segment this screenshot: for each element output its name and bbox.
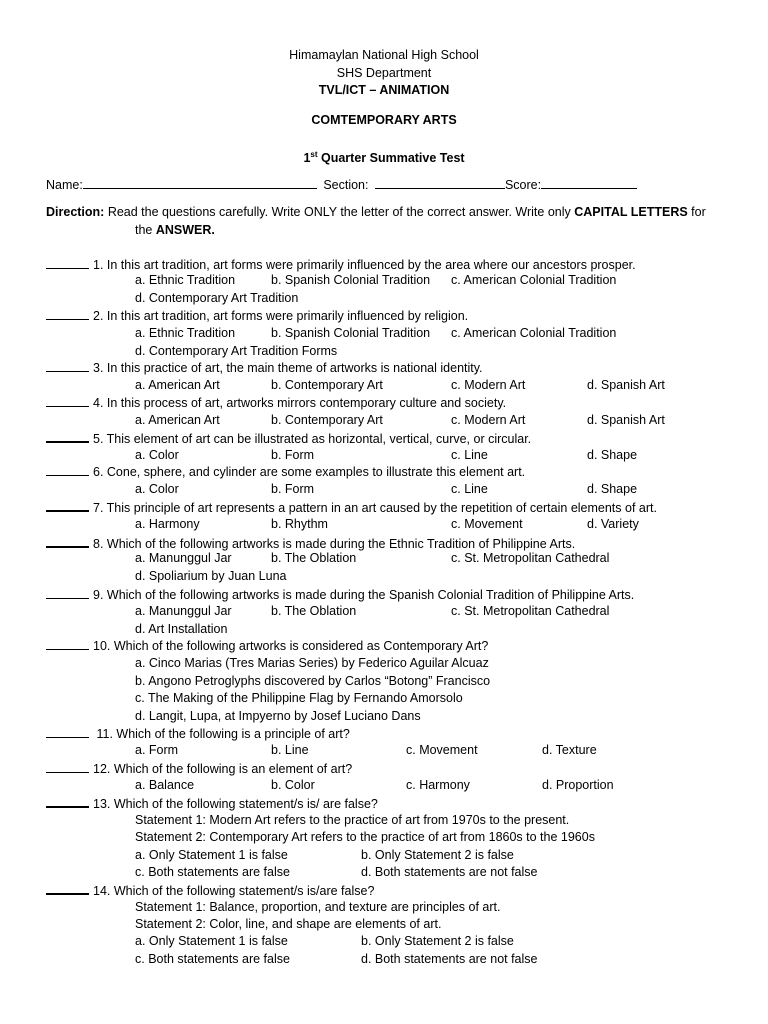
score-field[interactable]	[541, 176, 637, 189]
option-10c: c. The Making of the Philippine Flag by Fernando Amorsolo	[135, 691, 463, 705]
option-6b: b. Form	[271, 482, 315, 496]
option-12a: a. Balance	[135, 778, 195, 792]
option-10d: d. Langit, Lupa, at Impyerno by Josef Luciano Dans	[135, 709, 421, 723]
statement-13-2: Statement 2: Contemporary Art refers to the practice of art from 1860s to the 1960s	[135, 830, 595, 844]
answer-blank-2[interactable]	[46, 307, 89, 320]
option-11b: b. Line	[271, 743, 309, 757]
option-7b: b. Rhythm	[271, 517, 328, 531]
option-4d: d. Spanish Art	[587, 413, 665, 427]
answer-blank-4[interactable]	[46, 394, 89, 407]
option-5a: a. Color	[135, 448, 179, 462]
quarter-number: 1	[303, 151, 311, 166]
test-title	[0, 146, 768, 167]
option-14c: c. Both statements are false	[135, 952, 290, 966]
option-8a: a. Manunggul Jar	[135, 551, 232, 565]
option-9d: d. Art Installation	[135, 622, 228, 636]
option-13c: c. Both statements are false	[135, 865, 290, 879]
question-7: 7. This principle of art represents a pattern in an art caused by the repetition of certain elements of art.	[46, 498, 657, 518]
name-label: Name:	[46, 178, 83, 192]
option-13d: d. Both statements are not false	[361, 865, 538, 879]
question-10: 10. Which of the following artworks is considered as Contemporary Art?	[46, 637, 488, 656]
question-11: 11. Which of the following is a principle of art?	[46, 725, 350, 744]
option-7c: c. Movement	[451, 517, 523, 531]
option-3a: a. American Art	[135, 378, 220, 392]
subject-title: COMTEMPORARY ARTS	[311, 113, 457, 127]
question-8: 8. Which of the following artworks is made during the Ethnic Tradition of Philippine Arts.	[46, 534, 575, 554]
answer-blank-1[interactable]	[46, 256, 89, 269]
department: SHS Department	[336, 66, 432, 80]
section-label: Section:	[323, 178, 369, 192]
question-9: 9. Which of the following artworks is made during the Spanish Colonial Tradition of Philippine Arts.	[46, 586, 634, 605]
option-1c: c. American Colonial Tradition	[451, 273, 617, 287]
answer-blank-7[interactable]	[46, 498, 89, 512]
option-1d: d. Contemporary Art Tradition	[135, 291, 299, 305]
option-10b: b. Angono Petroglyphs discovered by Carlos “Botong” Francisco	[135, 674, 491, 688]
option-2c: c. American Colonial Tradition	[451, 326, 617, 340]
question-2: 2. In this art tradition, art forms were primarily influenced by religion.	[46, 307, 468, 326]
answer-blank-9[interactable]	[46, 586, 89, 599]
option-4c: c. Modern Art	[451, 413, 526, 427]
statement-13-1: Statement 1: Modern Art refers to the practice of art from 1970s to the present.	[135, 813, 570, 827]
option-8b: b. The Oblation	[271, 551, 357, 565]
option-2a: a. Ethnic Tradition	[135, 326, 236, 340]
answer-blank-14[interactable]	[46, 881, 89, 895]
option-5b: b. Form	[271, 448, 315, 462]
answer-blank-13[interactable]	[46, 794, 89, 808]
option-6c: c. Line	[451, 482, 488, 496]
name-field[interactable]	[83, 176, 317, 189]
option-9b: b. The Oblation	[271, 604, 357, 618]
quarter-title: Quarter Summative Test	[317, 151, 465, 166]
question-6: 6. Cone, sphere, and cylinder are some examples to illustrate this element art.	[46, 463, 525, 482]
option-1a: a. Ethnic Tradition	[135, 273, 236, 287]
option-9c: c. St. Metropolitan Cathedral	[451, 604, 610, 618]
option-14b: b. Only Statement 2 is false	[361, 934, 514, 948]
directions	[46, 204, 736, 239]
option-14d: d. Both statements are not false	[361, 952, 538, 966]
question-1: 1. In this art tradition, art forms were primarily influenced by the area where our ancestors prosper.	[46, 256, 636, 275]
option-8d: d. Spoliarium by Juan Luna	[135, 569, 287, 583]
question-3: 3. In this practice of art, the main theme of artworks is national identity.	[46, 359, 483, 378]
answer-blank-3[interactable]	[46, 359, 89, 372]
option-5d: d. Shape	[587, 448, 638, 462]
answer-blank-12[interactable]	[46, 760, 89, 773]
option-12c: c. Harmony	[406, 778, 470, 792]
school-name: Himamaylan National High School	[289, 48, 479, 62]
option-11d: d. Texture	[542, 743, 597, 757]
option-12d: d. Proportion	[542, 778, 614, 792]
option-10a: a. Cinco Marias (Tres Marias Series) by Federico Aguilar Alcuaz	[135, 656, 489, 670]
option-2d: d. Contemporary Art Tradition Forms	[135, 344, 338, 358]
option-13b: b. Only Statement 2 is false	[361, 848, 514, 862]
statement-14-2: Statement 2: Color, line, and shape are elements of art.	[135, 917, 442, 931]
option-3d: d. Spanish Art	[587, 378, 665, 392]
option-3b: b. Contemporary Art	[271, 378, 383, 392]
option-3c: c. Modern Art	[451, 378, 526, 392]
option-6d: d. Shape	[587, 482, 638, 496]
answer-blank-8[interactable]	[46, 534, 89, 548]
answer-blank-6[interactable]	[46, 463, 89, 476]
answer-blank-10[interactable]	[46, 637, 89, 650]
quarter-ordinal: st	[310, 150, 318, 159]
option-4a: a. American Art	[135, 413, 220, 427]
directions-line-2: the ANSWER.	[135, 222, 215, 237]
answer-blank-11[interactable]	[46, 725, 89, 738]
track: TVL/ICT – ANIMATION	[318, 83, 450, 97]
option-7a: a. Harmony	[135, 517, 200, 531]
option-4b: b. Contemporary Art	[271, 413, 383, 427]
option-5c: c. Line	[451, 448, 488, 462]
option-14a: a. Only Statement 1 is false	[135, 934, 288, 948]
answer-blank-5[interactable]	[46, 429, 89, 443]
option-13a: a. Only Statement 1 is false	[135, 848, 288, 862]
option-7d: d. Variety	[587, 517, 639, 531]
option-6a: a. Color	[135, 482, 179, 496]
option-2b: b. Spanish Colonial Tradition	[271, 326, 431, 340]
question-13: 13. Which of the following statement/s is/ are false?	[46, 794, 378, 814]
score-label: Score:	[504, 178, 542, 192]
option-1b: b. Spanish Colonial Tradition	[271, 273, 431, 287]
question-14: 14. Which of the following statement/s is/are false?	[46, 881, 374, 901]
student-info-row	[46, 176, 637, 193]
question-4: 4. In this process of art, artworks mirrors contemporary culture and society.	[46, 394, 506, 413]
option-11c: c. Movement	[406, 743, 478, 757]
statement-14-1: Statement 1: Balance, proportion, and texture are principles of art.	[135, 900, 501, 914]
option-9a: a. Manunggul Jar	[135, 604, 232, 618]
directions-line-1: Direction: Read the questions carefully. Write ONLY the letter of the correct answer. Write only CAPITAL LETTERS for	[46, 205, 706, 219]
option-8c: c. St. Metropolitan Cathedral	[451, 551, 610, 565]
question-12: 12. Which of the following is an element of art?	[46, 760, 352, 779]
question-5: 5. This element of art can be illustrated as horizontal, vertical, curve, or circular.	[46, 429, 531, 449]
section-field[interactable]	[375, 176, 505, 189]
option-11a: a. Form	[135, 743, 179, 757]
option-12b: b. Color	[271, 778, 315, 792]
